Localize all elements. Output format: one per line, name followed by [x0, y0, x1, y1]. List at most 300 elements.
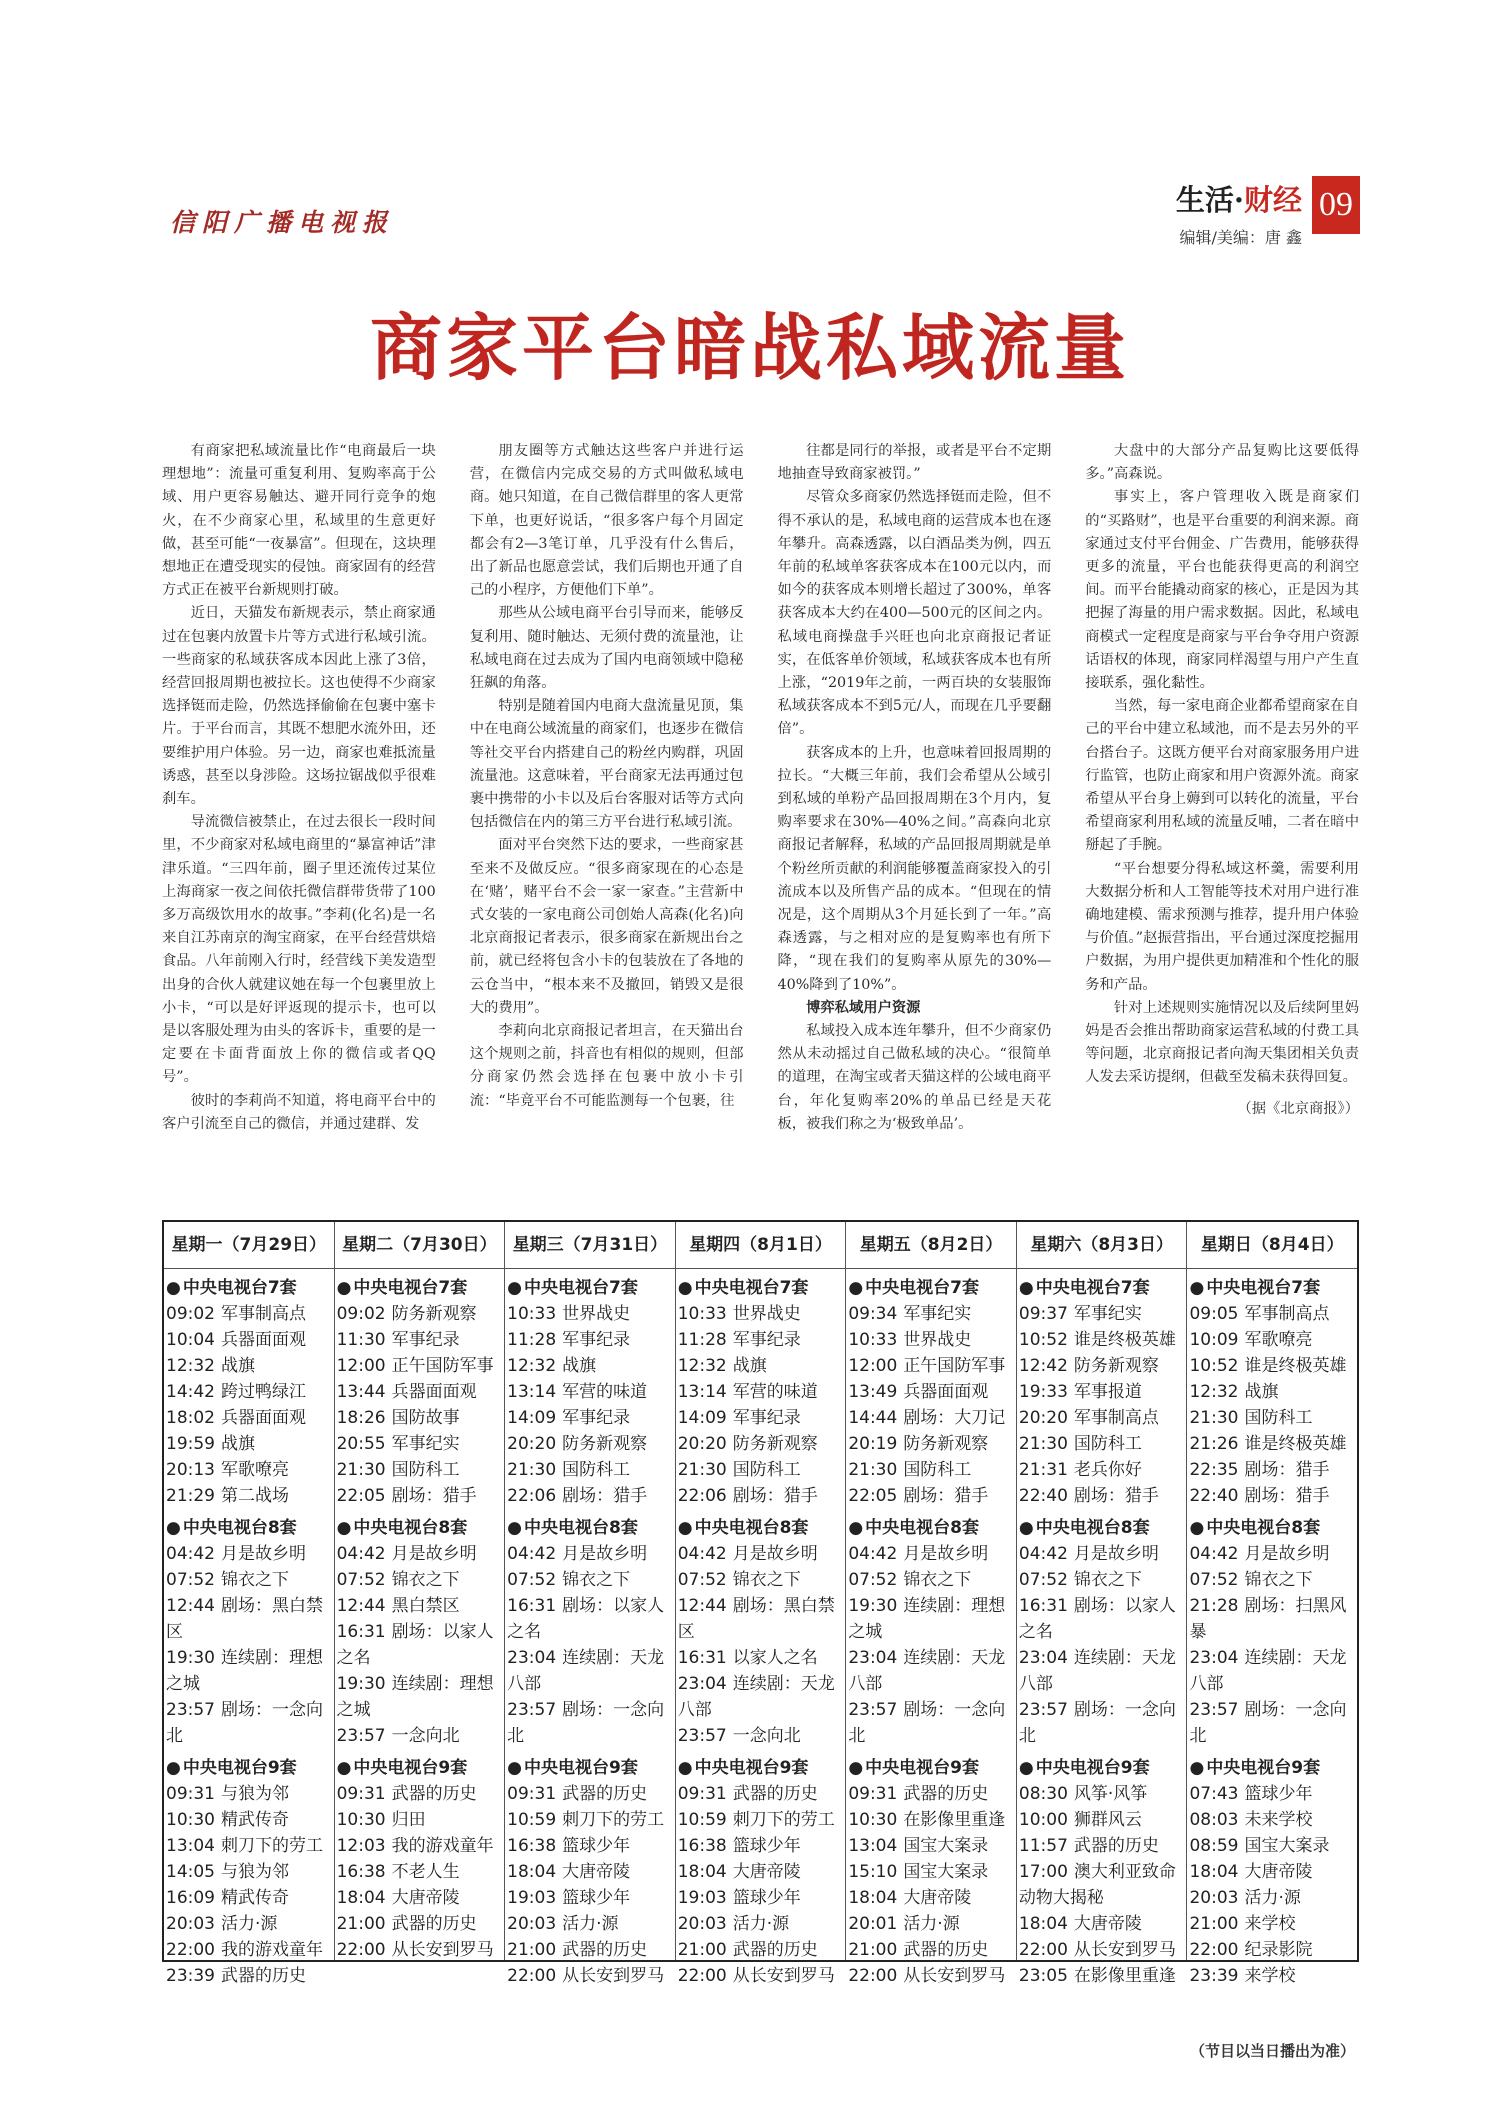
program-row — [848, 1567, 1014, 1593]
program-time: 21:30 — [1018, 1434, 1068, 1454]
program-title: 连续剧：天龙八部 — [848, 1648, 1006, 1694]
program-time: 21:00 — [507, 1940, 557, 1960]
channel-name: ● 中央电视台8套 — [1019, 1515, 1185, 1541]
program-time: 20:20 — [1018, 1408, 1068, 1428]
schedule-day-column — [676, 1222, 847, 1986]
program-title: 剧场：扫黑风暴 — [1189, 1596, 1347, 1642]
program-title: 国宝大案录 — [903, 1836, 989, 1856]
channel-name: ● 中央电视台8套 — [678, 1515, 844, 1541]
program-time: 04:42 — [1018, 1544, 1068, 1564]
program-time: 21:30 — [336, 1460, 386, 1480]
program-row — [1019, 1541, 1185, 1567]
program-time: 04:42 — [507, 1544, 557, 1564]
program-row — [1189, 1885, 1355, 1911]
program-title: 连续剧：理想之城 — [166, 1648, 323, 1694]
program-time: 16:31 — [677, 1648, 727, 1668]
channel-block — [164, 1755, 334, 1989]
program-time: 09:31 — [677, 1784, 727, 1804]
program-row — [337, 1911, 503, 1937]
program-time: 21:00 — [677, 1940, 727, 1960]
program-time: 23:39 — [166, 1966, 215, 1986]
program-title: 兵器面面观 — [391, 1382, 477, 1402]
program-time: 07:52 — [1189, 1570, 1239, 1590]
channel-name: ● 中央电视台7套 — [1189, 1275, 1355, 1301]
program-title: 国宝大案录 — [1244, 1836, 1330, 1856]
program-row — [337, 1859, 503, 1885]
program-time: 10:33 — [848, 1330, 898, 1350]
program-row — [678, 1781, 844, 1807]
program-row — [1189, 1859, 1355, 1885]
program-time: 07:43 — [1189, 1784, 1239, 1804]
program-row — [1019, 1833, 1185, 1859]
section-name — [1176, 178, 1302, 219]
channel-block — [335, 1515, 505, 1749]
program-row — [507, 1567, 673, 1593]
program-time: 21:31 — [1018, 1460, 1068, 1480]
program-row — [337, 1885, 503, 1911]
program-title: 大唐帝陵 — [391, 1888, 460, 1908]
program-title: 剧场：猎手 — [732, 1486, 818, 1506]
program-time: 22:00 — [677, 1966, 727, 1986]
channel-block — [1187, 1755, 1357, 1989]
channel-block — [676, 1515, 846, 1749]
program-time: 10:52 — [1018, 1330, 1068, 1350]
program-time: 19:33 — [1018, 1382, 1068, 1402]
program-time: 22:40 — [1018, 1486, 1068, 1506]
program-title: 从长安到罗马 — [1073, 1940, 1176, 1960]
article-paragraph: 导流微信被禁止，在过去很长一段时间里，不少商家对私域电商里的“暴富神话”津津乐道。“三四年前，圈子里还流传过某位上海商家一夜之间依托微信群带货带了100多万高级饮用水的故事。”李莉(化名)是一名来自江苏南京的淘宝商家，在平台经营烘焙食品。八年前刚入行时，经营线下美发造型出身的合伙人就建议她在每一个包裹里放上小卡，“可以是好评返现的提示卡，也可以是以客服处理为由头的客诉卡，重要的是一定要在卡面背面放上你的微信或者QQ号”。 — [162, 814, 436, 1086]
program-time: 12:32 — [1189, 1382, 1239, 1402]
channel-block — [676, 1755, 846, 1989]
program-row — [166, 1405, 332, 1431]
program-time: 18:02 — [166, 1408, 215, 1428]
program-row — [1189, 1645, 1355, 1697]
program-title: 武器的历史 — [732, 1940, 818, 1960]
program-time: 07:52 — [677, 1570, 727, 1590]
program-title: 连续剧：天龙八部 — [1018, 1648, 1176, 1694]
program-time: 19:30 — [336, 1674, 386, 1694]
program-row — [166, 1567, 332, 1593]
program-time: 04:42 — [166, 1544, 215, 1564]
program-row — [507, 1963, 673, 1989]
program-title: 谁是终极英雄 — [1244, 1356, 1347, 1376]
program-row — [1019, 1911, 1185, 1937]
program-time: 22:06 — [677, 1486, 727, 1506]
program-title: 我的游戏童年 — [221, 1940, 323, 1960]
program-title: 与狼为邻 — [221, 1784, 289, 1804]
masthead: 信阳广播电视报 — [170, 208, 395, 237]
program-time: 20:13 — [166, 1460, 215, 1480]
program-row — [848, 1541, 1014, 1567]
program-row — [1019, 1405, 1185, 1431]
program-row — [1189, 1781, 1355, 1807]
program-time: 21:26 — [1189, 1434, 1239, 1454]
program-row — [337, 1781, 503, 1807]
program-time: 23:39 — [1189, 1966, 1239, 1986]
program-time: 23:04 — [1189, 1648, 1239, 1668]
article-paragraph: 尽管众多商家仍然选择铤而走险，但不得不承认的是，私域电商的运营成本也在逐年攀升。高森透露，以白酒品类为例，四五年前的私域单客获客成本在100元以内，而如今的获客成本则增长超过了300%，单客获客成本大约在400—500元的区间之内。私域电商操盘手兴旺也向北京商报记者证实，在低客单价领域，私域获客成本也有所上涨，“2019年之前，一两百块的女装服饰私域获客成本不到5元/人，而现在几乎要翻倍”。 — [777, 489, 1052, 738]
schedule-day-column — [1187, 1222, 1357, 1986]
program-time: 11:28 — [507, 1330, 557, 1350]
program-time: 20:20 — [507, 1434, 557, 1454]
channel-name: ● 中央电视台8套 — [166, 1515, 332, 1541]
program-row — [678, 1301, 844, 1327]
program-row — [678, 1807, 844, 1833]
program-row — [848, 1353, 1014, 1379]
program-row — [166, 1327, 332, 1353]
program-row — [678, 1567, 844, 1593]
program-time: 22:05 — [848, 1486, 898, 1506]
schedule-day-column — [1017, 1222, 1188, 1986]
channel-name: ● 中央电视台7套 — [848, 1275, 1014, 1301]
program-row — [1189, 1353, 1355, 1379]
channel-block — [505, 1275, 675, 1509]
program-row — [337, 1593, 503, 1619]
program-row — [848, 1593, 1014, 1645]
program-title: 一念向北 — [732, 1726, 801, 1746]
program-title: 精武传奇 — [221, 1810, 289, 1830]
article-paragraph: 朋友圈等方式触达这些客户并进行运营，在微信内完成交易的方式叫做私域电商。她只知道，在自己微信群里的客人更常下单，也更好说话，“很多客户每个月固定都会有2—3笔订单，几乎没有什么售后，出了新品也愿意尝试，我们后期也开通了自己的小程序，方便他们下单”。 — [469, 443, 744, 599]
channel-name: ● 中央电视台9套 — [1019, 1755, 1185, 1781]
program-time: 10:00 — [1018, 1810, 1068, 1830]
article-column — [1085, 440, 1359, 1170]
program-time: 09:31 — [848, 1784, 898, 1804]
program-time: 20:20 — [677, 1434, 727, 1454]
program-row — [507, 1431, 673, 1457]
program-row — [678, 1353, 844, 1379]
section-editor: 编辑/美编：唐 鑫 — [1179, 228, 1302, 247]
channel-name: ● 中央电视台9套 — [166, 1755, 332, 1781]
program-title: 兵器面面观 — [903, 1382, 989, 1402]
program-row — [166, 1833, 332, 1859]
program-row — [507, 1379, 673, 1405]
program-title: 第二战场 — [221, 1486, 289, 1506]
program-title: 刺刀下的劳工 — [732, 1810, 835, 1830]
program-title: 精武传奇 — [221, 1888, 289, 1908]
program-time: 23:04 — [1018, 1648, 1068, 1668]
program-time: 09:02 — [166, 1304, 215, 1324]
program-time: 10:30 — [336, 1810, 386, 1830]
program-title: 国防故事 — [391, 1408, 460, 1428]
program-title: 黑白禁区 — [391, 1596, 460, 1616]
channel-block — [676, 1275, 846, 1509]
program-title: 军事纪录 — [391, 1330, 460, 1350]
program-title: 防务新观察 — [732, 1434, 818, 1454]
article-body — [162, 440, 1359, 1170]
program-time: 19:30 — [848, 1596, 898, 1616]
program-row — [166, 1697, 332, 1749]
program-time: 23:57 — [1018, 1700, 1068, 1720]
program-row — [166, 1885, 332, 1911]
program-time: 16:09 — [166, 1888, 215, 1908]
program-row — [1019, 1645, 1185, 1697]
program-title: 狮群风云 — [1073, 1810, 1142, 1830]
program-row — [337, 1671, 503, 1723]
article-paragraph: 针对上述规则实施情况以及后续阿里妈妈是否会推出帮助商家运营私域的付费工具等问题，北京商报记者向淘天集团相关负责人发去采访提纲，但截至发稿未获得回复。 — [1085, 999, 1359, 1086]
program-time: 13:49 — [848, 1382, 898, 1402]
program-title: 纪录影院 — [1244, 1940, 1313, 1960]
program-title: 防务新观察 — [903, 1434, 989, 1454]
program-row — [507, 1353, 673, 1379]
article-paragraph: 获客成本的上升，也意味着回报周期的拉长。“大概三年前，我们会希望从公域引到私域的单粉产品回报周期在3个月内，复购率要求在30%—40%之间。”高森向北京商报记者解释，私域的产品回报周期就是单个粉丝所贡献的利润能够覆盖商家投入的引流成本以及所售产品的成本。“但现在的情况是，这个周期从3个月延长到了一年。”高森透露，与之相对应的是复购率也有所下降，“现在我们的复购率从原先的30%—40%降到了10%”。 — [777, 744, 1052, 993]
program-row — [337, 1833, 503, 1859]
article-source: （据《北京商报》） — [1237, 1100, 1359, 1117]
program-time: 16:31 — [1018, 1596, 1068, 1616]
channel-name: ● 中央电视台9套 — [848, 1755, 1014, 1781]
program-title: 剧场：以家人之名 — [1018, 1596, 1176, 1642]
program-row — [848, 1697, 1014, 1749]
schedule-day-header: 星期三（7月31日） — [505, 1222, 675, 1269]
program-title: 篮球少年 — [732, 1836, 801, 1856]
channel-name: ● 中央电视台9套 — [507, 1755, 673, 1781]
program-title: 老兵你好 — [1073, 1460, 1142, 1480]
program-title: 军歌嘹亮 — [1244, 1330, 1313, 1350]
program-title: 国防科工 — [1244, 1408, 1313, 1428]
program-row — [678, 1483, 844, 1509]
program-time: 18:04 — [1189, 1862, 1239, 1882]
program-title: 跨过鸭绿江 — [221, 1382, 306, 1402]
channel-name: ● 中央电视台9套 — [337, 1755, 503, 1781]
program-row — [337, 1937, 503, 1963]
program-time: 21:00 — [336, 1914, 386, 1934]
program-time: 23:57 — [166, 1700, 215, 1720]
program-title: 军事纪实 — [391, 1434, 460, 1454]
program-time: 21:30 — [848, 1460, 898, 1480]
program-time: 22:00 — [1018, 1940, 1068, 1960]
program-time: 16:31 — [507, 1596, 557, 1616]
program-title: 剧场：以家人之名 — [336, 1622, 494, 1668]
program-row — [848, 1431, 1014, 1457]
program-row — [507, 1833, 673, 1859]
program-time: 20:03 — [507, 1914, 557, 1934]
program-time: 18:26 — [336, 1408, 386, 1428]
program-time: 23:05 — [1018, 1966, 1068, 1986]
program-row — [1019, 1567, 1185, 1593]
program-title: 大唐帝陵 — [732, 1862, 801, 1882]
program-row — [1189, 1405, 1355, 1431]
program-row — [1019, 1697, 1185, 1749]
program-row — [507, 1593, 673, 1645]
program-row — [1189, 1541, 1355, 1567]
article-paragraph: 特别是随着国内电商大盘流量见顶，集中在电商公域流量的商家们，也逐步在微信等社交平台内搭建自己的粉丝内购群，巩固流量池。这意味着，平台商家无法再通过包裹中携带的小卡以及后台客服对话等方式向包括微信在内的第三方平台进行私域引流。 — [469, 698, 744, 831]
program-title: 剧场：猎手 — [1073, 1486, 1159, 1506]
program-row — [1019, 1963, 1185, 1989]
program-title: 与狼为邻 — [221, 1862, 289, 1882]
program-row — [507, 1911, 673, 1937]
program-title: 锦衣之下 — [903, 1570, 972, 1590]
article-paragraph: 那些从公域电商平台引导而来，能够反复利用、随时触达、无须付费的流量池，让私域电商在过去成为了国内电商领域中隐秘狂飙的角落。 — [469, 605, 744, 692]
program-time: 13:14 — [677, 1382, 727, 1402]
program-row — [848, 1327, 1014, 1353]
program-time: 09:31 — [507, 1784, 557, 1804]
program-row — [507, 1859, 673, 1885]
program-time: 11:57 — [1018, 1836, 1068, 1856]
channel-block — [1017, 1755, 1187, 1989]
program-title: 武器的历史 — [562, 1784, 648, 1804]
channel-block — [1017, 1275, 1187, 1509]
program-time: 09:37 — [1018, 1304, 1068, 1324]
program-row — [507, 1457, 673, 1483]
program-row — [337, 1379, 503, 1405]
program-time: 12:03 — [336, 1836, 386, 1856]
program-row — [507, 1541, 673, 1567]
program-title: 兵器面面观 — [221, 1330, 306, 1350]
program-time: 04:42 — [336, 1544, 386, 1564]
program-title: 军事纪实 — [1073, 1304, 1142, 1324]
program-time: 14:09 — [677, 1408, 727, 1428]
program-row — [166, 1483, 332, 1509]
program-time: 09:31 — [336, 1784, 386, 1804]
program-title: 未来学校 — [1244, 1810, 1313, 1830]
program-title: 锦衣之下 — [1073, 1570, 1142, 1590]
schedule-day-header: 星期日（8月4日） — [1187, 1222, 1357, 1269]
article-paragraph: 往都是同行的举报，或者是平台不定期地抽查导致商家被罚。” — [777, 443, 1052, 483]
channel-name: ● 中央电视台7套 — [678, 1275, 844, 1301]
program-title: 战旗 — [732, 1356, 767, 1376]
program-time: 22:00 — [1189, 1940, 1239, 1960]
program-title: 正午国防军事 — [903, 1356, 1006, 1376]
program-row — [166, 1911, 332, 1937]
program-time: 07:52 — [848, 1570, 898, 1590]
program-title: 防务新观察 — [391, 1304, 477, 1324]
program-time: 14:44 — [848, 1408, 898, 1428]
program-row — [678, 1457, 844, 1483]
program-time: 10:04 — [166, 1330, 215, 1350]
program-title: 不老人生 — [391, 1862, 460, 1882]
program-time: 08:59 — [1189, 1836, 1239, 1856]
program-row — [678, 1327, 844, 1353]
program-time: 14:42 — [166, 1382, 215, 1402]
schedule-day-header: 星期四（8月1日） — [676, 1222, 846, 1269]
program-title: 战旗 — [221, 1434, 255, 1454]
program-title: 武器的历史 — [221, 1966, 306, 1986]
section-header — [1176, 178, 1302, 248]
program-row — [166, 1781, 332, 1807]
section-name-plain: 生活· — [1175, 183, 1244, 217]
program-time: 12:00 — [848, 1356, 898, 1376]
program-row — [1019, 1457, 1185, 1483]
program-row — [678, 1833, 844, 1859]
article-paragraph: 李莉向北京商报记者坦言，在天猫出台这个规则之前，抖音也有相似的规则，但部分商家仍然会选择在包裹中放小卡引流：“毕竟平台不可能监测每一个包裹，往 — [469, 1023, 744, 1109]
program-row — [166, 1807, 332, 1833]
program-time: 10:52 — [1189, 1356, 1239, 1376]
program-time: 19:03 — [507, 1888, 557, 1908]
program-title: 军事制高点 — [221, 1304, 306, 1324]
program-row — [337, 1483, 503, 1509]
program-row — [1189, 1937, 1355, 1963]
program-title: 国防科工 — [903, 1460, 972, 1480]
program-row — [678, 1723, 844, 1749]
program-title: 武器的历史 — [903, 1940, 989, 1960]
program-row — [848, 1781, 1014, 1807]
program-row — [678, 1859, 844, 1885]
program-row — [1019, 1807, 1185, 1833]
program-title: 国宝大案录 — [903, 1862, 989, 1882]
program-row — [1019, 1301, 1185, 1327]
program-title: 战旗 — [562, 1356, 597, 1376]
program-time: 07:52 — [507, 1570, 557, 1590]
schedule-day-column — [505, 1222, 676, 1986]
program-time: 14:09 — [507, 1408, 557, 1428]
article-column — [778, 440, 1052, 1170]
program-title: 军事纪录 — [562, 1408, 631, 1428]
program-row — [678, 1541, 844, 1567]
program-row — [337, 1807, 503, 1833]
program-title: 活力·源 — [1244, 1888, 1301, 1908]
program-title: 军事报道 — [1073, 1382, 1142, 1402]
program-time: 18:04 — [1018, 1914, 1068, 1934]
channel-block — [505, 1755, 675, 1989]
schedule-day-header: 星期六（8月3日） — [1017, 1222, 1187, 1269]
program-row — [1189, 1697, 1355, 1749]
program-row — [1189, 1833, 1355, 1859]
program-title: 月是故乡明 — [391, 1544, 477, 1564]
program-title: 一念向北 — [391, 1726, 460, 1746]
program-row — [1189, 1593, 1355, 1645]
program-title: 军事纪录 — [562, 1330, 631, 1350]
program-title: 月是故乡明 — [1073, 1544, 1159, 1564]
channel-name: ● 中央电视台9套 — [678, 1755, 844, 1781]
program-time: 18:04 — [336, 1888, 386, 1908]
program-time: 19:59 — [166, 1434, 215, 1454]
program-time: 23:04 — [848, 1648, 898, 1668]
program-row — [1189, 1567, 1355, 1593]
program-row — [337, 1723, 503, 1749]
program-title: 军事纪录 — [732, 1408, 801, 1428]
program-time: 07:52 — [166, 1570, 215, 1590]
program-row — [507, 1781, 673, 1807]
program-time: 16:38 — [507, 1836, 557, 1856]
program-time: 23:57 — [848, 1700, 898, 1720]
program-row — [166, 1937, 332, 1963]
program-time: 22:06 — [507, 1486, 557, 1506]
program-title: 军事纪录 — [732, 1330, 801, 1350]
program-time: 11:30 — [336, 1330, 386, 1350]
program-title: 月是故乡明 — [903, 1544, 989, 1564]
program-time: 10:59 — [507, 1810, 557, 1830]
program-title: 兵器面面观 — [221, 1408, 306, 1428]
article-column — [470, 440, 744, 1170]
program-title: 军事制高点 — [1073, 1408, 1159, 1428]
program-row — [1189, 1379, 1355, 1405]
article-paragraph: 有商家把私域流量比作“电商最后一块理想地”：流量可重复利用、复购率高于公域、用户更容易触达、避开同行竞争的炮火，在不少商家心里，私域里的生意更好做，甚至可能“一夜暴富”。但现在，这块理想地正在遭受现实的侵蚀。商家固有的经营方式正在被平台新规则打破。 — [162, 443, 436, 599]
program-time: 21:28 — [1189, 1596, 1239, 1616]
program-time: 22:00 — [166, 1940, 215, 1960]
tv-schedule — [162, 1220, 1359, 1986]
program-time: 07:52 — [336, 1570, 386, 1590]
program-title: 刺刀下的劳工 — [221, 1836, 323, 1856]
program-time: 10:33 — [677, 1304, 727, 1324]
program-row — [507, 1937, 673, 1963]
program-row — [678, 1405, 844, 1431]
program-title: 正午国防军事 — [391, 1356, 494, 1376]
channel-block — [164, 1275, 334, 1509]
program-title: 月是故乡明 — [562, 1544, 648, 1564]
program-time: 10:59 — [677, 1810, 727, 1830]
program-row — [1019, 1483, 1185, 1509]
program-time: 21:00 — [848, 1940, 898, 1960]
program-title: 风筝·风筝 — [1073, 1784, 1148, 1804]
program-title: 世界战史 — [732, 1304, 801, 1324]
program-row — [848, 1911, 1014, 1937]
program-time: 14:05 — [166, 1862, 215, 1882]
program-row — [507, 1697, 673, 1749]
program-time: 20:03 — [166, 1914, 215, 1934]
program-time: 20:03 — [1189, 1888, 1239, 1908]
program-time: 10:33 — [507, 1304, 557, 1324]
program-title: 武器的历史 — [562, 1940, 648, 1960]
program-title: 月是故乡明 — [732, 1544, 818, 1564]
